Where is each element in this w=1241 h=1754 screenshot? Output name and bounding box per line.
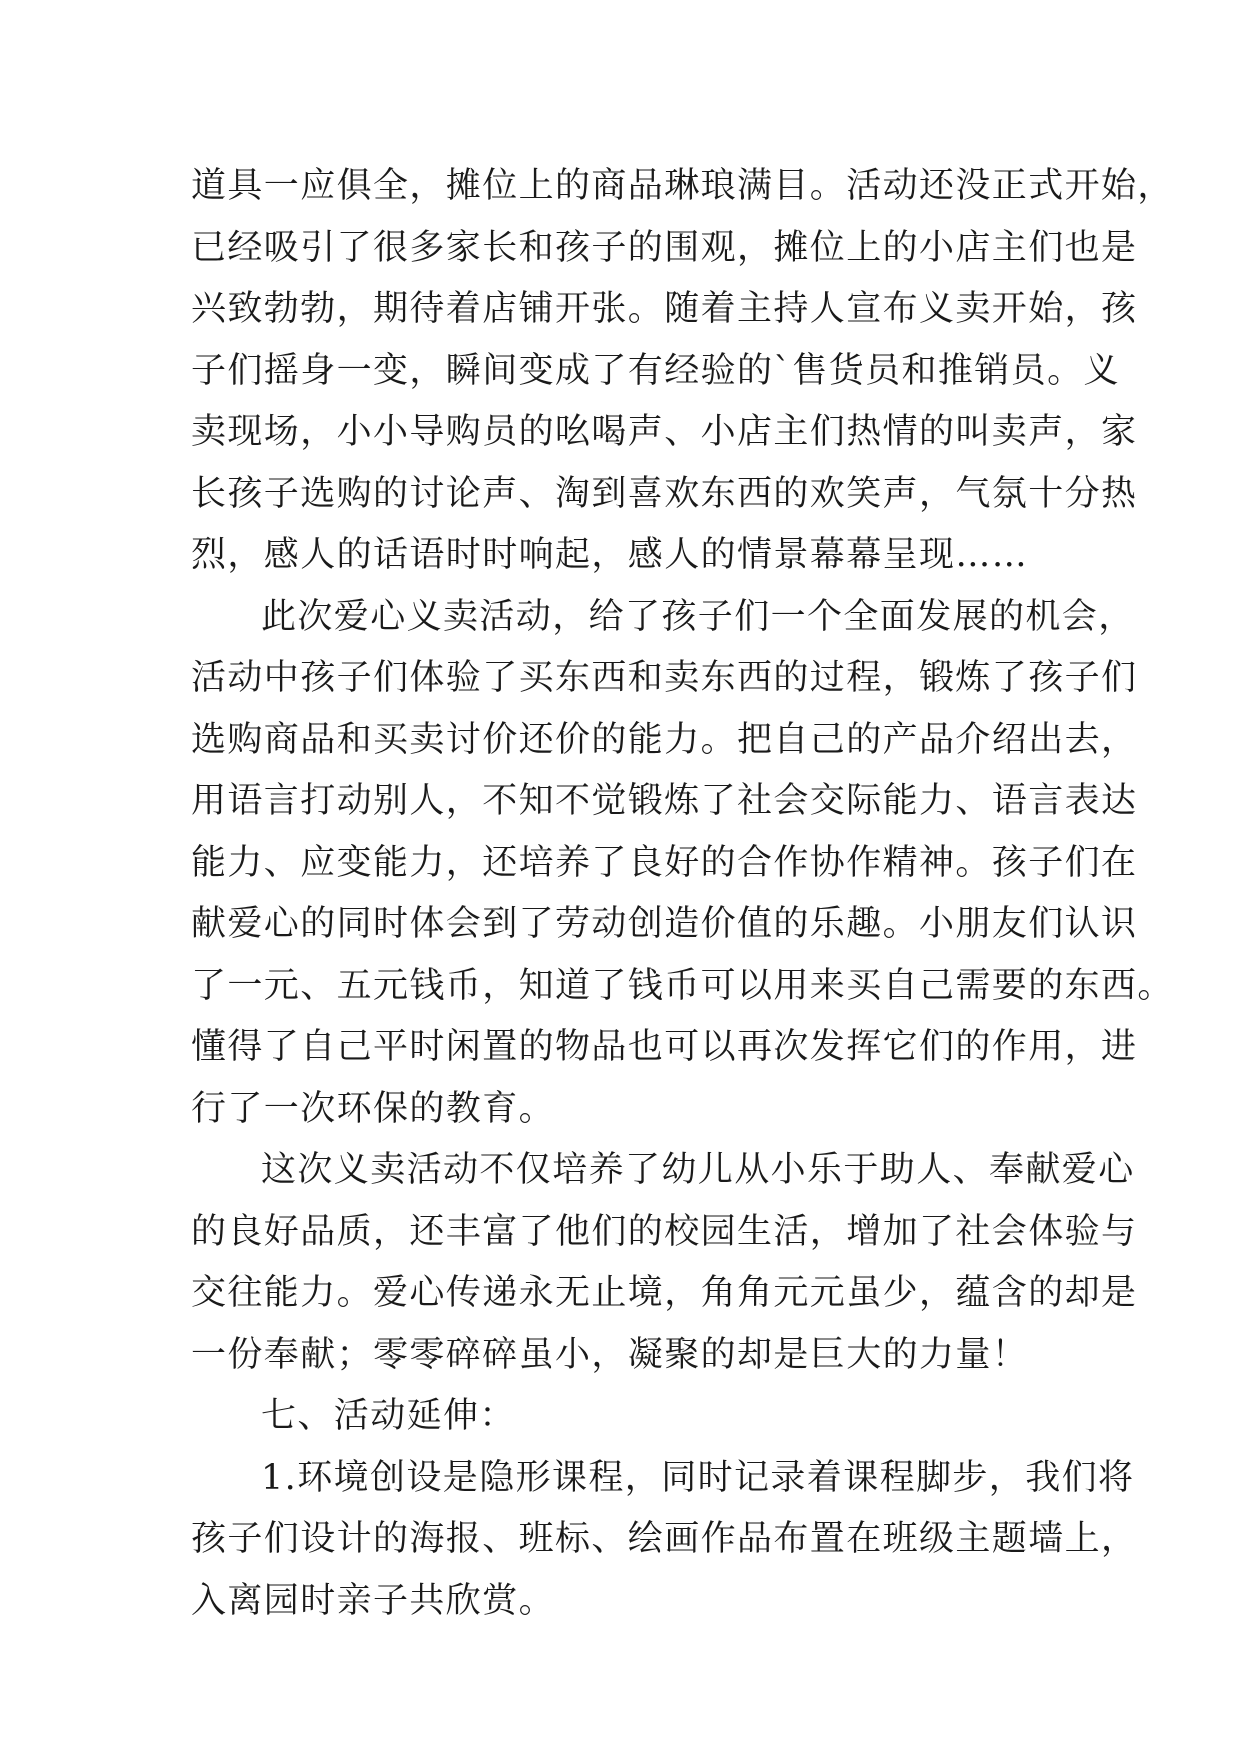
text-line: 懂得了自己平时闲置的物品也可以再次发挥它们的作用，进: [191, 1027, 1138, 1067]
text-line: 长孩子选购的讨论声、淘到喜欢东西的欢笑声，气氛十分热: [191, 473, 1138, 514]
text-line: 兴致勃勃，期待着店铺开张。随着主持人宣布义卖开始，孩: [191, 289, 1138, 329]
section-heading: 七、活动延伸：: [261, 1396, 516, 1436]
text-line: 行了一次环保的教育。: [191, 1088, 556, 1129]
text-line: 已经吸引了很多家长和孩子的围观，摊位上的小店主们也是: [191, 227, 1138, 268]
text-line: 了一元、五元钱币，知道了钱币可以用来买自己需要的东西。: [191, 965, 1174, 1006]
text-line: 用语言打动别人，不知不觉锻炼了社会交际能力、语言表达: [191, 781, 1138, 821]
text-line: 的良好品质，还丰富了他们的校园生活，增加了社会体验与: [191, 1211, 1138, 1252]
text-line: 献爱心的同时体会到了劳动创造价值的乐趣。小朋友们认识: [191, 904, 1138, 944]
document-body: [191, 156, 1174, 1632]
text-line: 能力、应变能力，还培养了良好的合作协作精神。孩子们在: [191, 842, 1138, 883]
paragraph-start-line: 这次义卖活动不仅培养了幼儿从小乐于助人、奉献爱心: [261, 1150, 1135, 1190]
text-line: 卖现场，小小导购员的吆喝声、小店主们热情的叫卖声，家: [191, 412, 1138, 452]
text-line: 道具一应俱全，摊位上的商品琳琅满目。活动还没正式开始，: [191, 166, 1174, 206]
text-line: 入离园时亲子共欣赏。: [191, 1580, 556, 1621]
paragraph-start-line: 1.环境创设是隐形课程，同时记录着课程脚步，我们将: [261, 1457, 1135, 1498]
text-line: 交往能力。爱心传递永无止境，角角元元虽少，蕴含的却是: [191, 1273, 1138, 1313]
text-line: 选购商品和买卖讨价还价的能力。把自己的产品介绍出去，: [191, 719, 1138, 760]
text-line: 烈，感人的话语时时响起，感人的情景幕幕呈现……: [191, 535, 1029, 575]
text-line: 孩子们设计的海报、班标、绘画作品布置在班级主题墙上，: [191, 1519, 1138, 1559]
text-line: 子们摇身一变，瞬间变成了有经验的`售货员和推销员。义: [191, 350, 1120, 391]
text-line: 活动中孩子们体验了买东西和卖东西的过程，锻炼了孩子们: [191, 658, 1138, 698]
paragraph-start-line: 此次爱心义卖活动，给了孩子们一个全面发展的机会，: [261, 596, 1135, 637]
text-line: 一份奉献；零零碎碎虽小，凝聚的却是巨大的力量！: [191, 1334, 1029, 1375]
